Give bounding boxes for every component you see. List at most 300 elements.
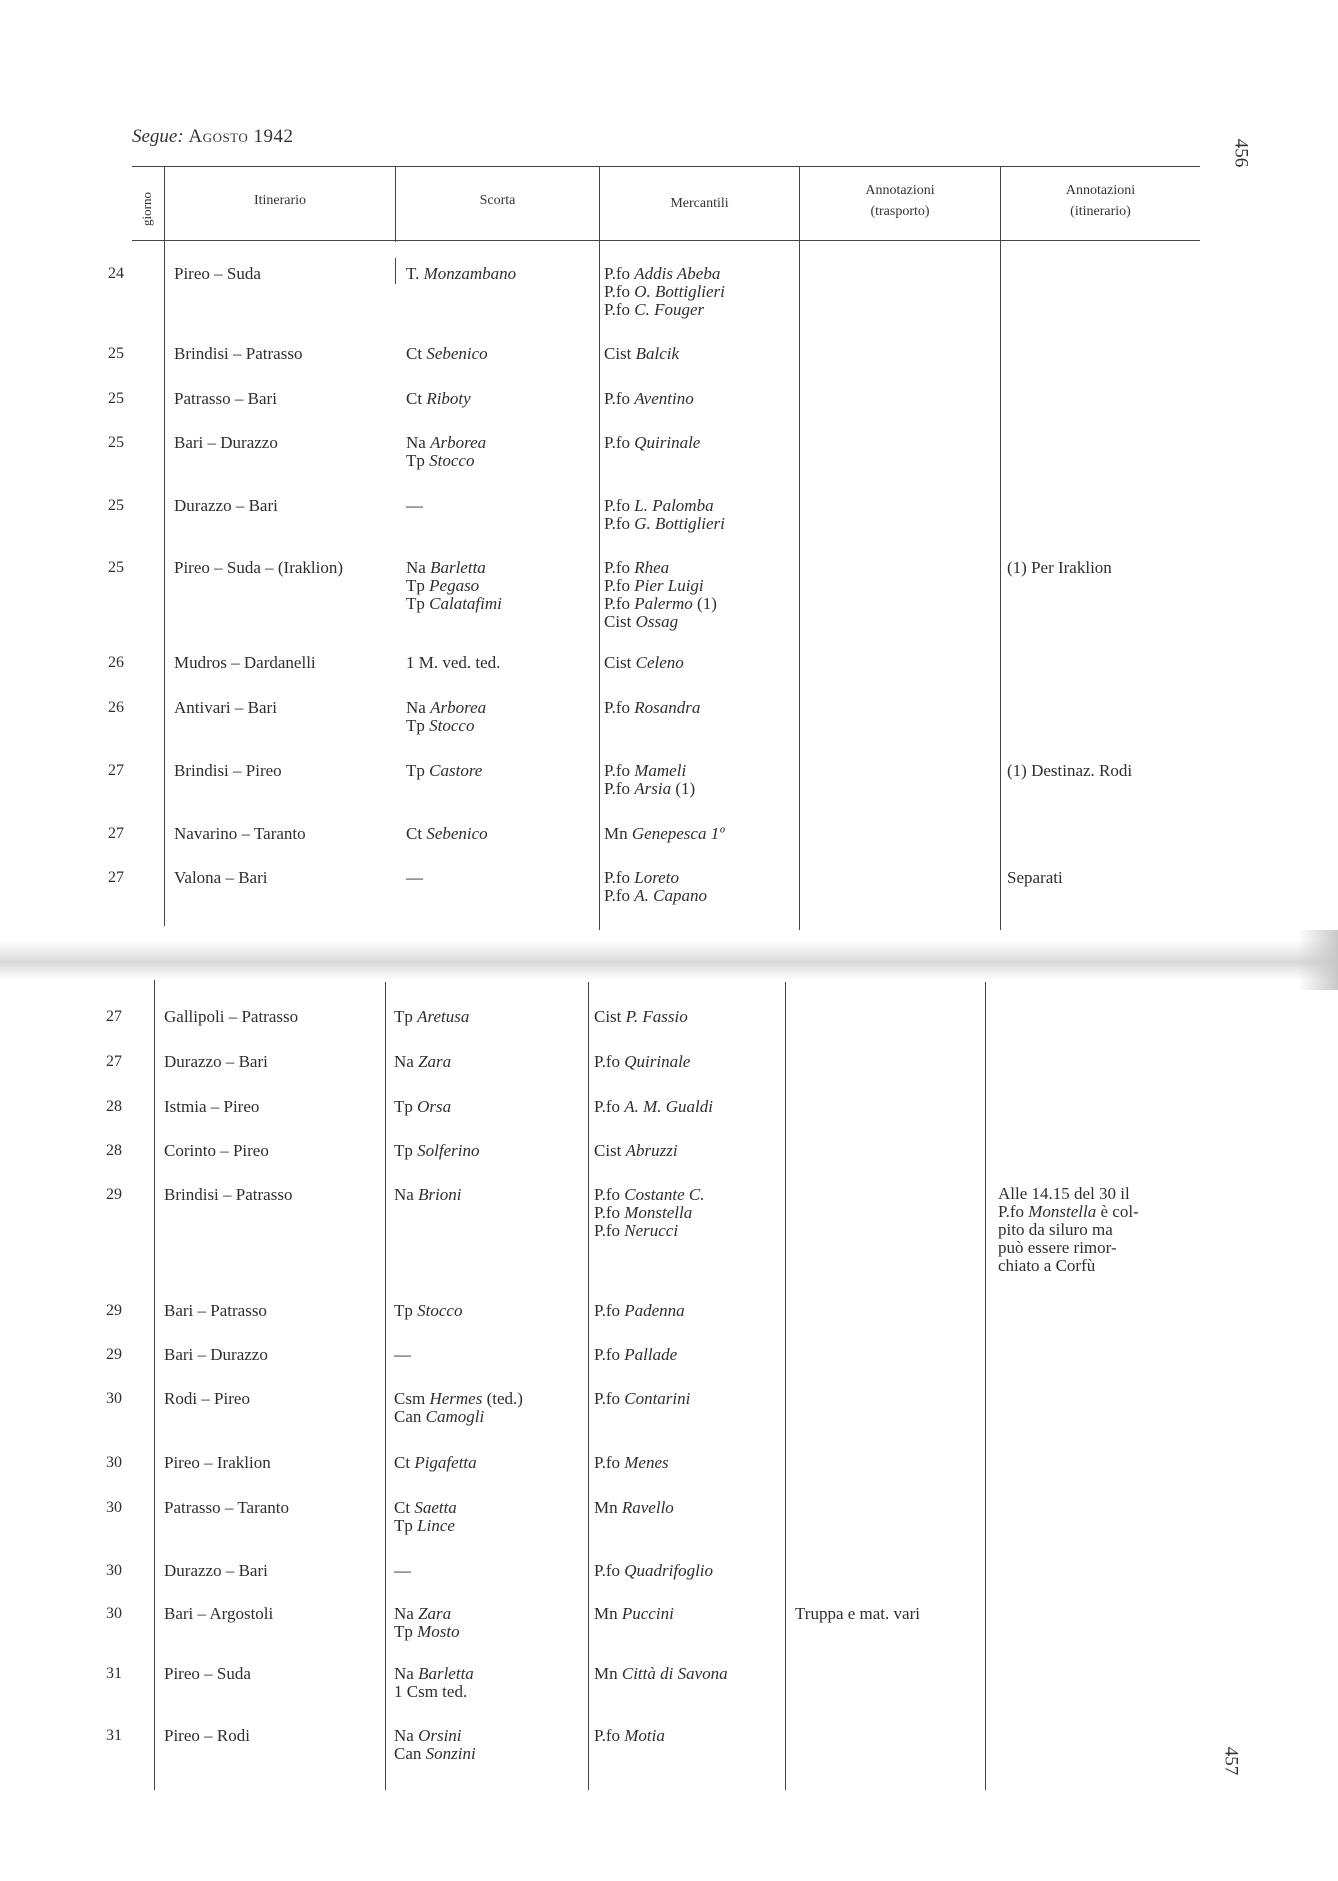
merchant-cell-line xyxy=(604,559,717,577)
escort-cell-prefix: 1 Csm ted. xyxy=(394,1682,468,1701)
merchant-cell-prefix: P.fo xyxy=(594,1453,620,1472)
day-cell: 27 xyxy=(108,762,124,779)
escort-cell-prefix: Tp xyxy=(406,761,425,780)
escort-cell-line xyxy=(394,1623,460,1641)
col-divider xyxy=(599,166,600,930)
merchant-cell xyxy=(604,762,695,798)
merchant-cell-prefix: Cist xyxy=(594,1141,622,1160)
escort-cell xyxy=(394,1605,460,1641)
itinerary-cell: Istmia – Pireo xyxy=(164,1097,260,1116)
merchant-cell-ship-name: Puccini xyxy=(621,1604,674,1623)
note-line: può essere rimor- xyxy=(998,1238,1117,1257)
escort-cell xyxy=(406,699,486,735)
escort-cell-prefix: Tp xyxy=(394,1007,413,1026)
merchant-cell-ship-name: Ossag xyxy=(635,612,679,631)
escort-cell-prefix: Na xyxy=(406,433,426,452)
page-number-left: 456 xyxy=(1230,138,1252,168)
itinerary-cell: Patrasso – Taranto xyxy=(164,1498,290,1517)
merchant-cell-line xyxy=(594,1390,690,1408)
merchant-cell-line xyxy=(604,762,695,780)
escort-cell-ship-name: Sebenico xyxy=(426,824,488,843)
merchant-cell-line xyxy=(604,654,684,672)
merchant-cell xyxy=(604,497,725,533)
escort-cell-ship-name: Arborea xyxy=(430,698,487,717)
escort-cell-prefix: Tp xyxy=(394,1516,413,1535)
merchant-cell-ship-name: Quadrifoglio xyxy=(624,1561,714,1580)
escort-cell-line xyxy=(394,1517,457,1535)
escort-cell-line xyxy=(406,654,500,672)
escort-cell xyxy=(406,265,516,283)
col-divider xyxy=(588,982,589,1790)
escort-cell-line xyxy=(394,1390,523,1408)
escort-cell-prefix: Tp xyxy=(406,594,425,613)
merchant-cell-ship-name: O. Bottiglieri xyxy=(634,282,725,301)
merchant-cell xyxy=(594,1727,665,1745)
escort-cell-ship-name: Barletta xyxy=(430,558,486,577)
merchant-cell xyxy=(594,1454,669,1472)
merchant-cell-ship-name: Addis Abeba xyxy=(634,264,721,283)
merchant-cell-ship-name: Rhea xyxy=(634,558,670,577)
itinerary-cell: Pireo – Iraklion xyxy=(164,1453,271,1472)
merchant-cell-line xyxy=(604,283,725,301)
escort-cell-prefix: — xyxy=(394,1561,411,1580)
merchant-cell-ship-name: Nerucci xyxy=(624,1221,679,1240)
itinerary-annotation: (1) Destinaz. Rodi xyxy=(1007,761,1133,780)
table-top-rule xyxy=(132,166,1200,167)
col-header-ann-trasporto xyxy=(800,180,1000,222)
itinerary-cell: Pireo – Rodi xyxy=(164,1726,250,1745)
merchant-cell xyxy=(604,345,679,363)
escort-cell-ship-name: Monzambano xyxy=(423,264,517,283)
merchant-cell xyxy=(594,1665,728,1683)
note-line-text: P.fo Monstella è col- xyxy=(998,1202,1139,1221)
itinerary-cell: Brindisi – Patrasso xyxy=(164,1185,293,1204)
day-cell: 30 xyxy=(106,1605,122,1622)
escort-cell-line xyxy=(406,825,488,843)
day-cell: 30 xyxy=(106,1562,122,1579)
escort-cell xyxy=(406,345,488,363)
merchant-cell-line xyxy=(594,1346,677,1364)
merchant-cell-prefix: Mn xyxy=(594,1604,618,1623)
itinerary-cell: Patrasso – Bari xyxy=(174,389,277,408)
escort-cell-line xyxy=(394,1605,460,1623)
merchant-cell-ship-name: Palermo xyxy=(634,594,693,613)
itinerary-cell: Brindisi – Pireo xyxy=(174,761,282,780)
escort-cell-line xyxy=(394,1745,476,1763)
escort-cell-prefix: Na xyxy=(406,698,426,717)
day-cell: 25 xyxy=(108,390,124,407)
merchant-cell xyxy=(594,1346,677,1364)
escort-cell-ship-name: Sebenico xyxy=(426,344,488,363)
col-divider xyxy=(785,982,786,1790)
itinerary-cell: Durazzo – Bari xyxy=(164,1052,268,1071)
itinerary-annotation: (1) Per Iraklion xyxy=(1007,558,1112,577)
col-header-scorta: Scorta xyxy=(479,193,516,208)
escort-cell xyxy=(394,1727,476,1763)
escort-cell-ship-name: Hermes xyxy=(429,1389,483,1408)
escort-cell-ship-name: Stocco xyxy=(429,451,475,470)
merchant-cell-ship-name: Abruzzi xyxy=(625,1141,678,1160)
day-cell: 28 xyxy=(106,1142,122,1159)
col-header-itinerario: Itinerario xyxy=(253,193,307,208)
escort-cell-prefix: Can xyxy=(394,1744,422,1763)
day-cell: 27 xyxy=(108,825,124,842)
itinerary-cell: Antivari – Bari xyxy=(174,698,277,717)
merchant-cell-prefix: P.fo xyxy=(604,698,630,717)
merchant-cell xyxy=(594,1098,713,1116)
day-cell: 29 xyxy=(106,1346,122,1363)
escort-cell-line xyxy=(394,1562,411,1580)
escort-cell-line xyxy=(406,497,423,515)
merchant-cell xyxy=(604,559,717,631)
day-cell: 28 xyxy=(106,1098,122,1115)
transport-annotation: Truppa e mat. vari xyxy=(795,1604,920,1623)
itinerary-cell: Durazzo – Bari xyxy=(164,1561,268,1580)
escort-cell-line xyxy=(394,1454,477,1472)
merchant-cell-line xyxy=(604,301,725,319)
merchant-cell-prefix: P.fo xyxy=(604,496,630,515)
day-cell: 26 xyxy=(108,699,124,716)
merchant-cell-line xyxy=(594,1605,674,1623)
escort-cell-prefix: Na xyxy=(406,558,426,577)
itinerary-annotation: Separati xyxy=(1007,868,1063,887)
merchant-cell-prefix: P.fo xyxy=(594,1301,620,1320)
day-cell: 30 xyxy=(106,1454,122,1471)
escort-cell-ship-name: Saetta xyxy=(414,1498,457,1517)
escort-cell-line xyxy=(406,699,486,717)
col-divider xyxy=(1000,166,1001,930)
merchant-cell xyxy=(594,1390,690,1408)
escort-cell xyxy=(394,1302,462,1320)
merchant-cell-ship-name: Aventino xyxy=(634,389,694,408)
itinerary-cell: Bari – Patrasso xyxy=(164,1301,267,1320)
merchant-cell-prefix: Mn xyxy=(594,1498,618,1517)
escort-cell-ship-name: Aretusa xyxy=(417,1007,470,1026)
merchant-cell-ship-name: Balcik xyxy=(635,344,680,363)
escort-cell-prefix: Ct xyxy=(394,1498,411,1517)
escort-cell xyxy=(406,825,488,843)
merchant-cell-prefix: Cist xyxy=(604,653,632,672)
merchant-cell-prefix: P.fo xyxy=(604,576,630,595)
page-number-right: 457 xyxy=(1220,1746,1242,1776)
escort-cell-line xyxy=(394,1142,479,1160)
merchant-cell-prefix: P.fo xyxy=(604,886,630,905)
day-cell: 26 xyxy=(108,654,124,671)
escort-cell-prefix: Tp xyxy=(406,716,425,735)
merchant-cell-line xyxy=(604,345,679,363)
escort-cell-ship-name: Lince xyxy=(417,1516,455,1535)
merchant-cell xyxy=(594,1605,674,1623)
merchant-cell-ship-name: A. Capano xyxy=(634,886,707,905)
escort-cell-prefix: Na xyxy=(394,1726,414,1745)
merchant-cell xyxy=(604,825,724,843)
merchant-cell-prefix: P.fo xyxy=(594,1726,620,1745)
col-divider xyxy=(395,258,396,284)
escort-cell xyxy=(406,654,500,672)
itinerary-cell: Durazzo – Bari xyxy=(174,496,278,515)
merchant-cell-ship-name: G. Bottiglieri xyxy=(634,514,725,533)
merchant-cell-prefix: P.fo xyxy=(594,1097,620,1116)
merchant-cell-line xyxy=(594,1008,688,1026)
merchant-cell-line xyxy=(604,265,725,283)
escort-cell xyxy=(394,1346,411,1364)
merchant-cell-prefix: Mn xyxy=(604,824,628,843)
merchant-cell-prefix: P.fo xyxy=(604,594,630,613)
escort-cell-ship-name: Calatafimi xyxy=(429,594,502,613)
col-divider xyxy=(154,980,155,1790)
merchant-cell-line xyxy=(594,1222,705,1240)
escort-cell xyxy=(406,559,502,613)
merchant-cell-suffix: (1) xyxy=(697,594,717,613)
merchant-cell-line xyxy=(594,1562,713,1580)
escort-cell xyxy=(394,1562,411,1580)
merchant-cell xyxy=(604,434,700,452)
merchant-cell-ship-name: Menes xyxy=(624,1453,669,1472)
merchant-cell xyxy=(594,1053,690,1071)
escort-cell-suffix: (ted.) xyxy=(486,1389,523,1408)
itinerary-cell: Mudros – Dardanelli xyxy=(174,653,316,672)
escort-cell xyxy=(394,1390,523,1426)
merchant-cell xyxy=(594,1562,713,1580)
merchant-cell-ship-name: Celeno xyxy=(635,653,684,672)
merchant-cell xyxy=(604,654,684,672)
merchant-cell-prefix: P.fo xyxy=(604,558,630,577)
escort-cell xyxy=(394,1665,474,1701)
day-cell: 27 xyxy=(106,1053,122,1070)
itinerary-cell: Bari – Durazzo xyxy=(174,433,278,452)
escort-cell-ship-name: Pigafetta xyxy=(414,1453,477,1472)
itinerary-cell: Corinto – Pireo xyxy=(164,1141,269,1160)
day-cell: 27 xyxy=(106,1008,122,1025)
escort-cell-ship-name: Zara xyxy=(418,1052,452,1071)
escort-cell-line xyxy=(406,265,516,283)
escort-cell xyxy=(406,762,482,780)
itinerary-cell: Navarino – Taranto xyxy=(174,824,306,843)
escort-cell xyxy=(406,390,471,408)
escort-cell-ship-name: Sonzini xyxy=(425,1744,476,1763)
note-line xyxy=(998,1203,1182,1221)
itinerary-cell: Pireo – Suda – (Iraklion) xyxy=(174,558,344,577)
escort-cell-prefix: — xyxy=(406,496,423,515)
merchant-cell-line xyxy=(594,1727,665,1745)
merchant-cell-prefix: P.fo xyxy=(594,1052,620,1071)
escort-cell-prefix: T. xyxy=(406,264,420,283)
merchant-cell xyxy=(594,1302,685,1320)
escort-cell-ship-name: Barletta xyxy=(418,1664,474,1683)
merchant-cell-ship-name: Rosandra xyxy=(634,698,701,717)
escort-cell-ship-name: Brioni xyxy=(418,1185,462,1204)
escort-cell-line xyxy=(406,762,482,780)
escort-cell-ship-name: Pegaso xyxy=(429,576,480,595)
merchant-cell xyxy=(594,1499,674,1517)
escort-cell-prefix: Na xyxy=(394,1604,414,1623)
merchant-cell-line xyxy=(594,1053,690,1071)
day-cell: 27 xyxy=(108,869,124,886)
col-header-giorno: giorno xyxy=(139,192,154,226)
escort-cell-prefix: Can xyxy=(394,1407,422,1426)
escort-cell-ship-name: Mosto xyxy=(417,1622,460,1641)
merchant-cell-prefix: P.fo xyxy=(594,1221,620,1240)
escort-cell-prefix: — xyxy=(406,868,423,887)
escort-cell-prefix: 1 M. ved. ted. xyxy=(406,653,501,672)
col-divider xyxy=(799,166,800,930)
itinerary-cell: Rodi – Pireo xyxy=(164,1389,250,1408)
merchant-cell-prefix: P.fo xyxy=(604,779,630,798)
escort-cell-line xyxy=(394,1346,411,1364)
page-457 xyxy=(0,960,1338,1881)
itinerary-cell: Gallipoli – Patrasso xyxy=(164,1007,299,1026)
day-cell: 29 xyxy=(106,1302,122,1319)
escort-cell-prefix: Tp xyxy=(406,576,425,595)
col-divider xyxy=(385,982,386,1790)
escort-cell-prefix: Ct xyxy=(406,824,423,843)
merchant-cell-line xyxy=(594,1454,669,1472)
merchant-cell-suffix: (1) xyxy=(675,779,696,798)
merchant-cell-prefix: P.fo xyxy=(604,264,630,283)
escort-cell-line xyxy=(406,717,486,735)
escort-cell-line xyxy=(394,1008,469,1026)
merchant-cell-prefix: P.fo xyxy=(604,761,630,780)
escort-cell-ship-name: Stocco xyxy=(429,716,475,735)
itinerary-cell: Bari – Durazzo xyxy=(164,1345,268,1364)
escort-cell-line xyxy=(406,559,502,577)
merchant-cell xyxy=(604,869,707,905)
escort-cell-line xyxy=(394,1408,523,1426)
merchant-cell-prefix: Cist xyxy=(594,1007,622,1026)
escort-cell xyxy=(394,1098,451,1116)
escort-cell-line xyxy=(406,869,423,887)
escort-cell-line xyxy=(406,345,488,363)
escort-cell-prefix: Csm xyxy=(394,1389,426,1408)
escort-cell-line xyxy=(394,1665,474,1683)
escort-cell-line xyxy=(406,452,486,470)
itinerary-cell: Bari – Argostoli xyxy=(164,1604,274,1623)
merchant-cell-ship-name: Costante C. xyxy=(624,1185,705,1204)
merchant-cell-prefix: P.fo xyxy=(594,1185,620,1204)
escort-cell-prefix: Tp xyxy=(406,451,425,470)
escort-cell-prefix: Ct xyxy=(406,344,423,363)
escort-cell-prefix: Ct xyxy=(406,389,423,408)
escort-cell-prefix: Na xyxy=(394,1052,414,1071)
table-header-rule xyxy=(132,240,1200,241)
merchant-cell-line xyxy=(604,390,694,408)
escort-cell xyxy=(406,434,486,470)
escort-cell-prefix: Tp xyxy=(394,1301,413,1320)
note-line: chiato a Corfù xyxy=(998,1256,1096,1275)
merchant-cell-prefix: Cist xyxy=(604,344,632,363)
escort-cell-ship-name: Arborea xyxy=(430,433,487,452)
merchant-cell xyxy=(594,1142,678,1160)
merchant-cell-ship-name: Quirinale xyxy=(634,433,701,452)
merchant-cell-prefix: P.fo xyxy=(594,1389,620,1408)
page-header xyxy=(132,126,294,148)
col-header-ann-trasporto-line1: Annotazioni xyxy=(865,183,935,198)
header-month: Agosto 1942 xyxy=(188,126,294,147)
escort-cell-prefix: Tp xyxy=(394,1141,413,1160)
merchant-cell xyxy=(594,1186,705,1240)
merchant-cell-line xyxy=(604,869,707,887)
escort-cell-prefix: — xyxy=(394,1345,411,1364)
merchant-cell-ship-name: Mameli xyxy=(634,761,687,780)
escort-cell-line xyxy=(406,434,486,452)
itinerary-note xyxy=(998,1185,1182,1275)
merchant-cell-prefix: P.fo xyxy=(604,433,630,452)
itinerary-cell: Brindisi – Patrasso xyxy=(174,344,303,363)
merchant-cell-line xyxy=(594,1204,705,1222)
merchant-cell-prefix: P.fo xyxy=(604,282,630,301)
escort-cell-line xyxy=(394,1727,476,1745)
escort-cell-prefix: Tp xyxy=(394,1097,413,1116)
merchant-cell-ship-name: Padenna xyxy=(624,1301,685,1320)
merchant-cell-ship-name: Ravello xyxy=(621,1498,674,1517)
merchant-cell-line xyxy=(594,1098,713,1116)
itinerary-cell: Pireo – Suda xyxy=(164,1664,251,1683)
escort-cell-prefix: Na xyxy=(394,1185,414,1204)
day-cell: 31 xyxy=(106,1665,122,1682)
escort-cell-line xyxy=(394,1053,451,1071)
escort-cell-ship-name: Castore xyxy=(429,761,483,780)
itinerary-cell: Pireo – Suda xyxy=(174,264,261,283)
merchant-cell-line xyxy=(594,1499,674,1517)
merchant-cell-line xyxy=(604,434,700,452)
merchant-cell-line xyxy=(604,497,725,515)
merchant-cell-line xyxy=(594,1302,685,1320)
merchant-cell-ship-name: L. Palomba xyxy=(634,496,714,515)
escort-cell-line xyxy=(394,1302,462,1320)
day-cell: 30 xyxy=(106,1499,122,1516)
col-divider xyxy=(164,166,165,926)
note-ship-name: Monstella xyxy=(1028,1202,1097,1221)
merchant-cell-ship-name: C. Fouger xyxy=(634,300,705,319)
merchant-cell xyxy=(594,1008,688,1026)
merchant-cell xyxy=(604,390,694,408)
merchant-cell-line xyxy=(604,613,717,631)
escort-cell xyxy=(394,1142,479,1160)
merchant-cell-ship-name: Pallade xyxy=(624,1345,678,1364)
merchant-cell-ship-name: Genepesca 1º xyxy=(631,824,725,843)
escort-cell-ship-name: Camogli xyxy=(425,1407,485,1426)
escort-cell xyxy=(394,1053,451,1071)
col-divider xyxy=(985,982,986,1790)
merchant-cell-ship-name: P. Fassio xyxy=(625,1007,688,1026)
merchant-cell-ship-name: Quirinale xyxy=(624,1052,691,1071)
merchant-cell-line xyxy=(604,887,707,905)
merchant-cell-line xyxy=(604,699,700,717)
merchant-cell-line xyxy=(604,577,717,595)
escort-cell-line xyxy=(394,1683,474,1701)
day-cell: 25 xyxy=(108,559,124,576)
escort-cell-line xyxy=(406,390,471,408)
escort-cell-ship-name: Solferino xyxy=(417,1141,480,1160)
merchant-cell-ship-name: Contarini xyxy=(624,1389,691,1408)
merchant-cell xyxy=(604,265,725,319)
col-header-ann-itinerario-line2: (itinerario) xyxy=(1070,204,1131,219)
merchant-cell-line xyxy=(604,825,724,843)
escort-cell xyxy=(394,1008,469,1026)
day-cell: 30 xyxy=(106,1390,122,1407)
merchant-cell-prefix: P.fo xyxy=(604,514,630,533)
escort-cell-line xyxy=(394,1499,457,1517)
escort-cell-ship-name: Orsini xyxy=(418,1726,462,1745)
escort-cell xyxy=(394,1499,457,1535)
escort-cell-line xyxy=(394,1186,462,1204)
escort-cell-line xyxy=(406,595,502,613)
merchant-cell-ship-name: Pier Luigi xyxy=(634,576,704,595)
escort-cell-ship-name: Zara xyxy=(418,1604,452,1623)
merchant-cell-line xyxy=(594,1142,678,1160)
merchant-cell-ship-name: Monstella xyxy=(624,1203,693,1222)
merchant-cell-line xyxy=(594,1665,728,1683)
